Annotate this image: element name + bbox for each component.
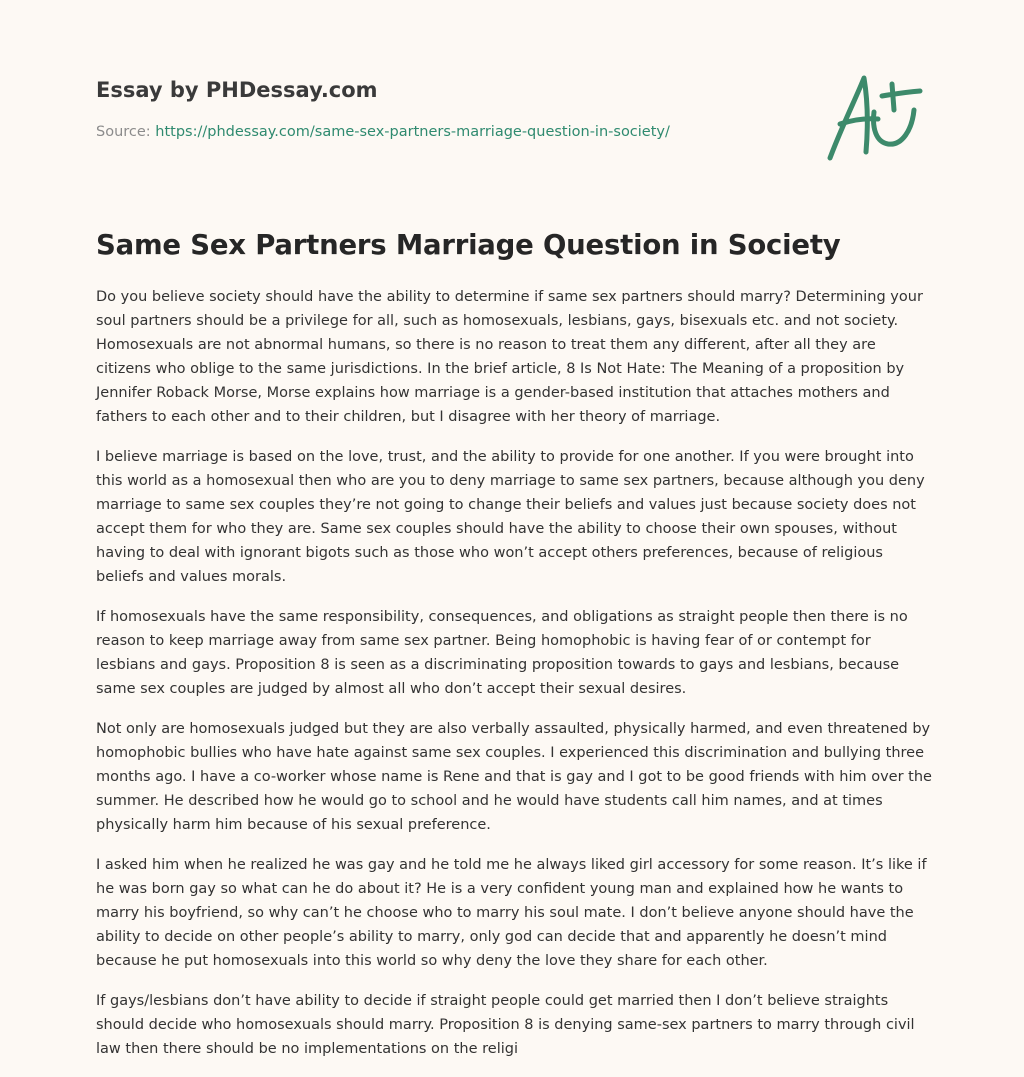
a-plus-logo-icon xyxy=(822,66,932,166)
essay-title: Same Sex Partners Marriage Question in Society xyxy=(96,229,841,261)
source-link[interactable]: https://phdessay.com/same-sex-partners-marriage-question-in-society/ xyxy=(155,124,670,140)
source-label: Source: xyxy=(96,124,151,140)
essay-article xyxy=(96,226,932,1077)
site-brand: Essay by PHDessay.com xyxy=(96,78,378,102)
essay-paragraph: I asked him when he realized he was gay and he told me he always liked girl accessory for some reason. It’s like if he was born gay so what can he do about it? He is a very confident young man and explained how he wants to marry his boyfriend, so why can’t he choose who to marry his soul mate. I don’t believe anyone should have the ability to decide on other people’s ability to marry, only god can decide that and apparently he doesn’t mind because he put homosexuals into this world so why deny the love they share for each other. xyxy=(96,857,927,969)
essay-paragraph: Do you believe society should have the ability to determine if same sex partners should marry? Determining your soul partners should be a privilege for all, such as homosexuals, lesbians, gays, bisexuals etc. and not society. Homosexuals are not abnormal humans, so there is no reason to treat them any different, after all they are citizens who oblige to the same jurisdictions. In the brief article, 8 Is Not Hate: The Meaning of a proposition by Jennifer Roback Morse, Morse explains how marriage is a gender-based institution that attaches mothers and fathers to each other and to their children, but I disagree with her theory of marriage. xyxy=(96,289,923,425)
essay-paragraph: If gays/lesbians don’t have ability to decide if straight people could get married then I don’t believe straights should decide who homosexuals should marry. Proposition 8 is denying same-sex partners to marry through civil law then there should be no implementations on the religi xyxy=(96,993,915,1057)
essay-paragraph: Not only are homosexuals judged but they are also verbally assaulted, physically harmed, and even threatened by homophobic bullies who have hate against same sex couples. I experienced this discrimination and bullying three months ago. I have a co-worker whose name is Rene and that is gay and I got to be good friends with him over the summer. He described how he would go to school and he would have students call him names, and at times physically harm him because of his sexual preference. xyxy=(96,721,932,833)
essay-paragraph: I believe marriage is based on the love, trust, and the ability to provide for one another. If you were brought into this world as a homosexual then who are you to deny marriage to same sex partners, because although you deny marriage to same sex couples they’re not going to change their beliefs and values just because society does not accept them for who they are. Same sex couples should have the ability to choose their own spouses, without having to deal with ignorant bigots such as those who won’t accept others preferences, because of religious beliefs and values morals. xyxy=(96,449,925,585)
essay-paragraph: If homosexuals have the same responsibility, consequences, and obligations as straight people then there is no reason to keep marriage away from same sex partner. Being homophobic is having fear of or contempt for lesbians and gays. Proposition 8 is seen as a discriminating proposition towards to gays and lesbians, because same sex couples are judged by almost all who don’t accept their sexual desires. xyxy=(96,609,908,697)
